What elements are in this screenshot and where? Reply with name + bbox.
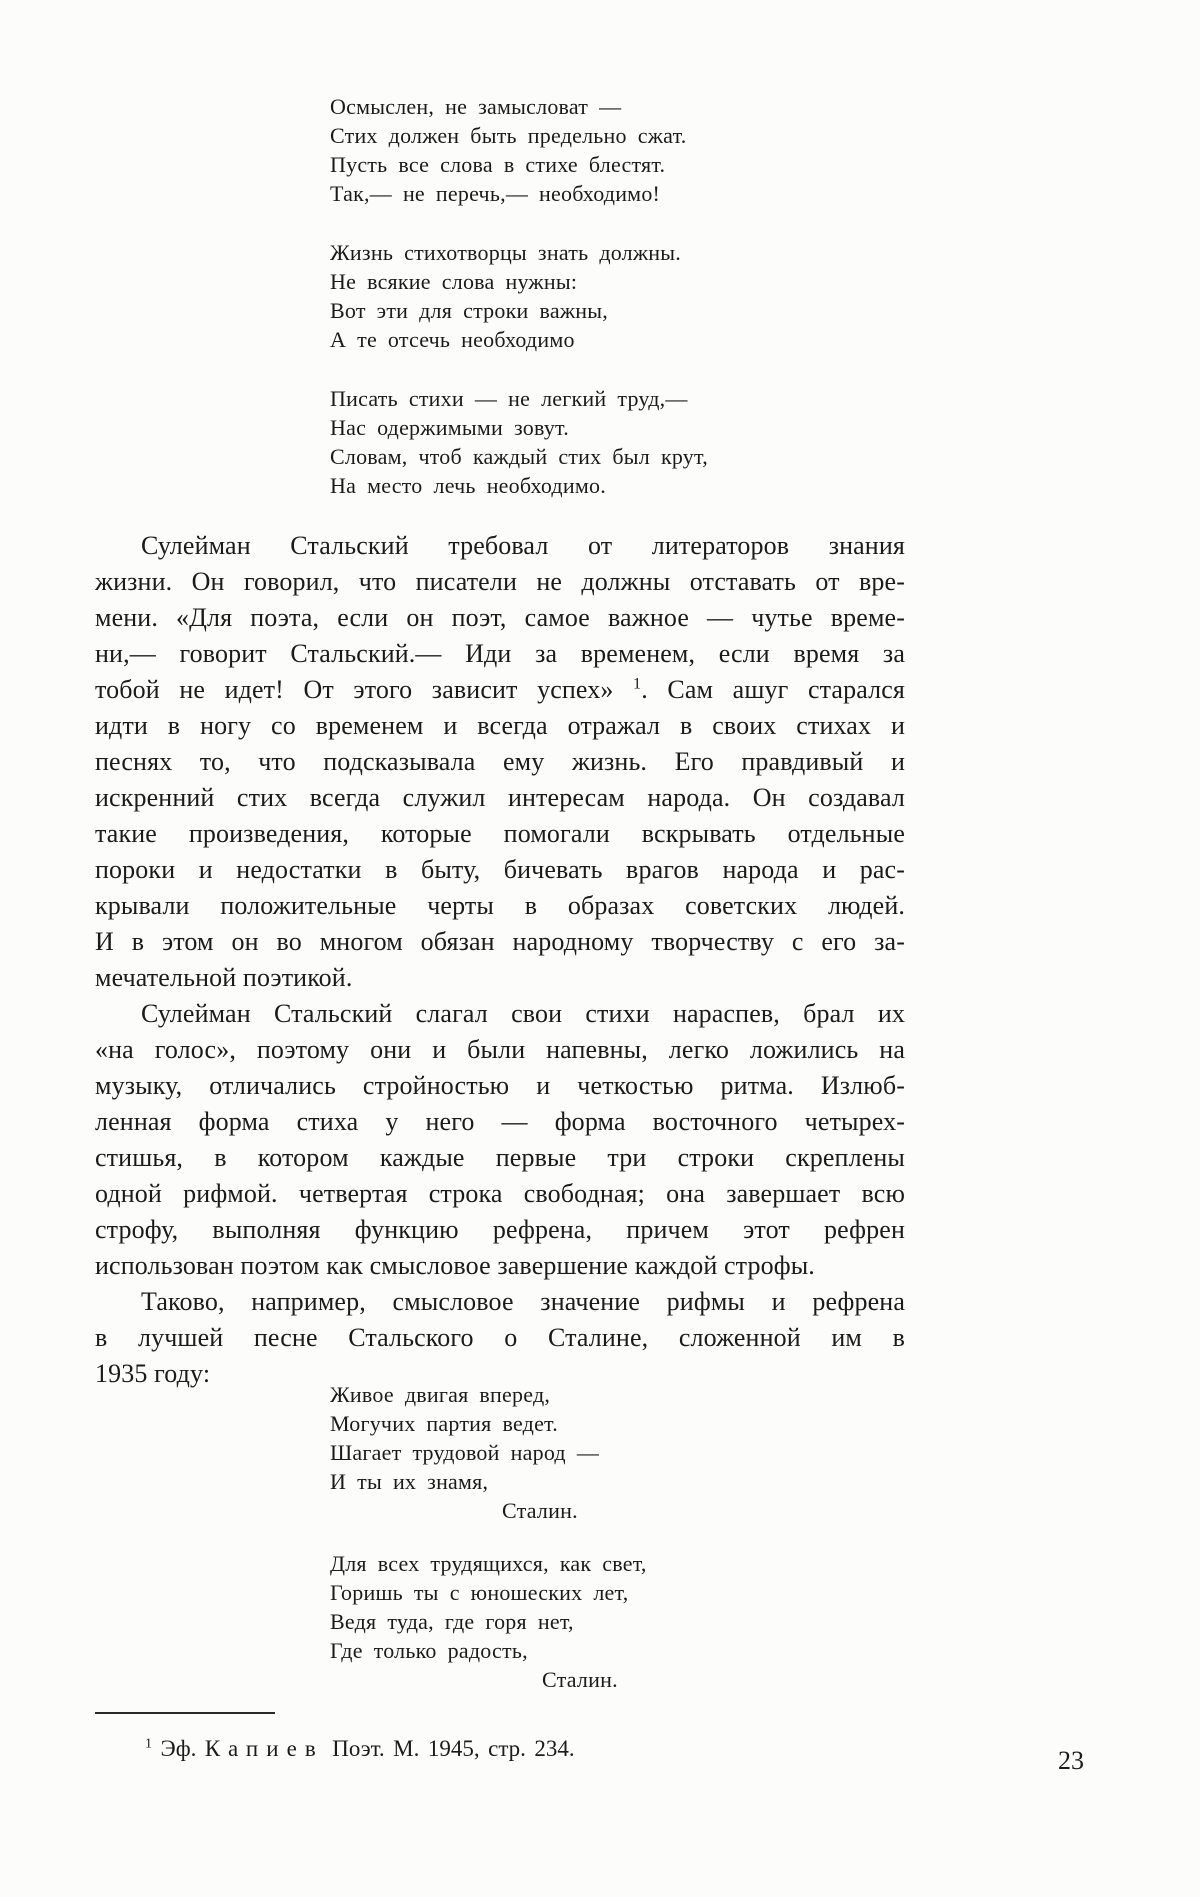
footnote-rule: [95, 1712, 275, 1714]
text-line: Сулейман Стальский слагал свои стихи нараспев, брал их: [141, 999, 905, 1028]
text-line: мечательной поэтикой.: [95, 963, 353, 992]
footnote-author: Капиев: [204, 1736, 324, 1761]
text-line: мени. «Для поэта, если он поэт, самое важное — чутье време-: [95, 603, 905, 632]
text-line: И в этом он во многом обязан народному творчеству с его за-: [95, 927, 905, 956]
text-line: музыку, отличались стройностью и четкостью ритма. Излюб-: [95, 1071, 905, 1100]
text-line: ни,— говорит Стальский.— Иди за временем, если время за: [95, 639, 905, 668]
poem-line: Горишь ты с юношеских лет,: [330, 1580, 629, 1605]
opening-poem: [330, 92, 708, 530]
text-line: [95, 672, 905, 708]
text-line: стишья, в котором каждые первые три строки скреплены: [95, 1143, 905, 1172]
text-line: крывали положительные черты в образах советских людей.: [95, 891, 905, 920]
text-line: жизни. Он говорил, что писатели не должны отставать от вре-: [95, 567, 905, 596]
text-line: идти в ногу со временем и всегда отражал в своих стихах и: [95, 711, 905, 740]
poem-stanza: [330, 1549, 647, 1694]
poem-line: Осмыслен, не замысловат —: [330, 94, 622, 119]
footnote-ref: 1: [633, 675, 642, 693]
body-text: [95, 528, 905, 1392]
poem-line: Ведя туда, где горя нет,: [330, 1609, 574, 1634]
text-line: искренний стих всегда служил интересам народа. Он создавал: [95, 783, 905, 812]
poem-stanza: [330, 238, 708, 354]
poem-line: Стих должен быть предельно сжат.: [330, 123, 687, 148]
poem-line: Не всякие слова нужны:: [330, 269, 578, 294]
text-line: пороки и недостатки в быту, бичевать врагов народа и рас-: [95, 855, 905, 884]
stalin-song-poem: [330, 1380, 647, 1718]
text-line: песнях то, что подсказывала ему жизнь. Его правдивый и: [95, 747, 905, 776]
poem-line: Пусть все слова в стихе блестят.: [330, 152, 666, 177]
poem-line: И ты их знамя,: [330, 1469, 489, 1494]
text-line: строфу, выполняя функцию рефрена, причем этот рефрен: [95, 1215, 905, 1244]
poem-line: На место лечь необходимо.: [330, 473, 606, 498]
poem-line: Вот эти для строки важны,: [330, 298, 608, 323]
poem-line: Нас одержимыми зовут.: [330, 415, 569, 440]
text-line: 1935 году:: [95, 1359, 211, 1388]
poem-stanza: [330, 92, 708, 208]
footnote-citation: Поэт. М. 1945, стр. 234.: [323, 1736, 575, 1761]
text-line: Таково, например, смысловое значение рифмы и рефрена: [141, 1287, 905, 1316]
poem-line: Где только радость,: [330, 1638, 528, 1663]
text-line: ленная форма стиха у него — форма восточного четырех-: [95, 1107, 905, 1136]
poem-line: Словам, чтоб каждый стих был крут,: [330, 444, 708, 469]
poem-line: Так,— не перечь,— необходимо!: [330, 181, 661, 206]
poem-stanza: [330, 384, 708, 500]
page-number: 23: [1058, 1746, 1084, 1775]
text-line: Сулейман Стальский требовал от литераторов знания: [141, 531, 905, 560]
poem-line: Могучих партия ведет.: [330, 1411, 558, 1436]
poem-refrain: Сталин.: [542, 1667, 618, 1692]
text-segment: тобой не идет! От этого зависит успех»: [95, 675, 634, 704]
poem-line: Писать стихи — не легкий труд,—: [330, 386, 688, 411]
text-line: использован поэтом как смысловое завершение каждой строфы.: [95, 1251, 815, 1280]
footnote-prefix: Эф.: [152, 1736, 205, 1761]
poem-line: Живое двигая вперед,: [330, 1382, 551, 1407]
poem-refrain: Сталин.: [502, 1498, 578, 1523]
footnote-marker: 1: [145, 1736, 152, 1752]
footnote: [95, 1734, 905, 1764]
text-segment: . Сам ашуг старался: [641, 675, 905, 704]
text-line: в лучшей песне Стальского о Сталине, сложенной им в: [95, 1323, 905, 1352]
poem-line: Для всех трудящихся, как свет,: [330, 1551, 647, 1576]
text-line: одной рифмой. четвертая строка свободная; она завершает всю: [95, 1179, 905, 1208]
poem-line: Шагает трудовой народ —: [330, 1440, 600, 1465]
text-line: «на голос», поэтому они и были напевны, легко ложились на: [95, 1035, 905, 1064]
poem-stanza: [330, 1380, 647, 1525]
text-line: такие произведения, которые помогали вскрывать отдельные: [95, 819, 905, 848]
poem-line: Жизнь стихотворцы знать должны.: [330, 240, 682, 265]
poem-line: А те отсечь необходимо: [330, 327, 575, 352]
